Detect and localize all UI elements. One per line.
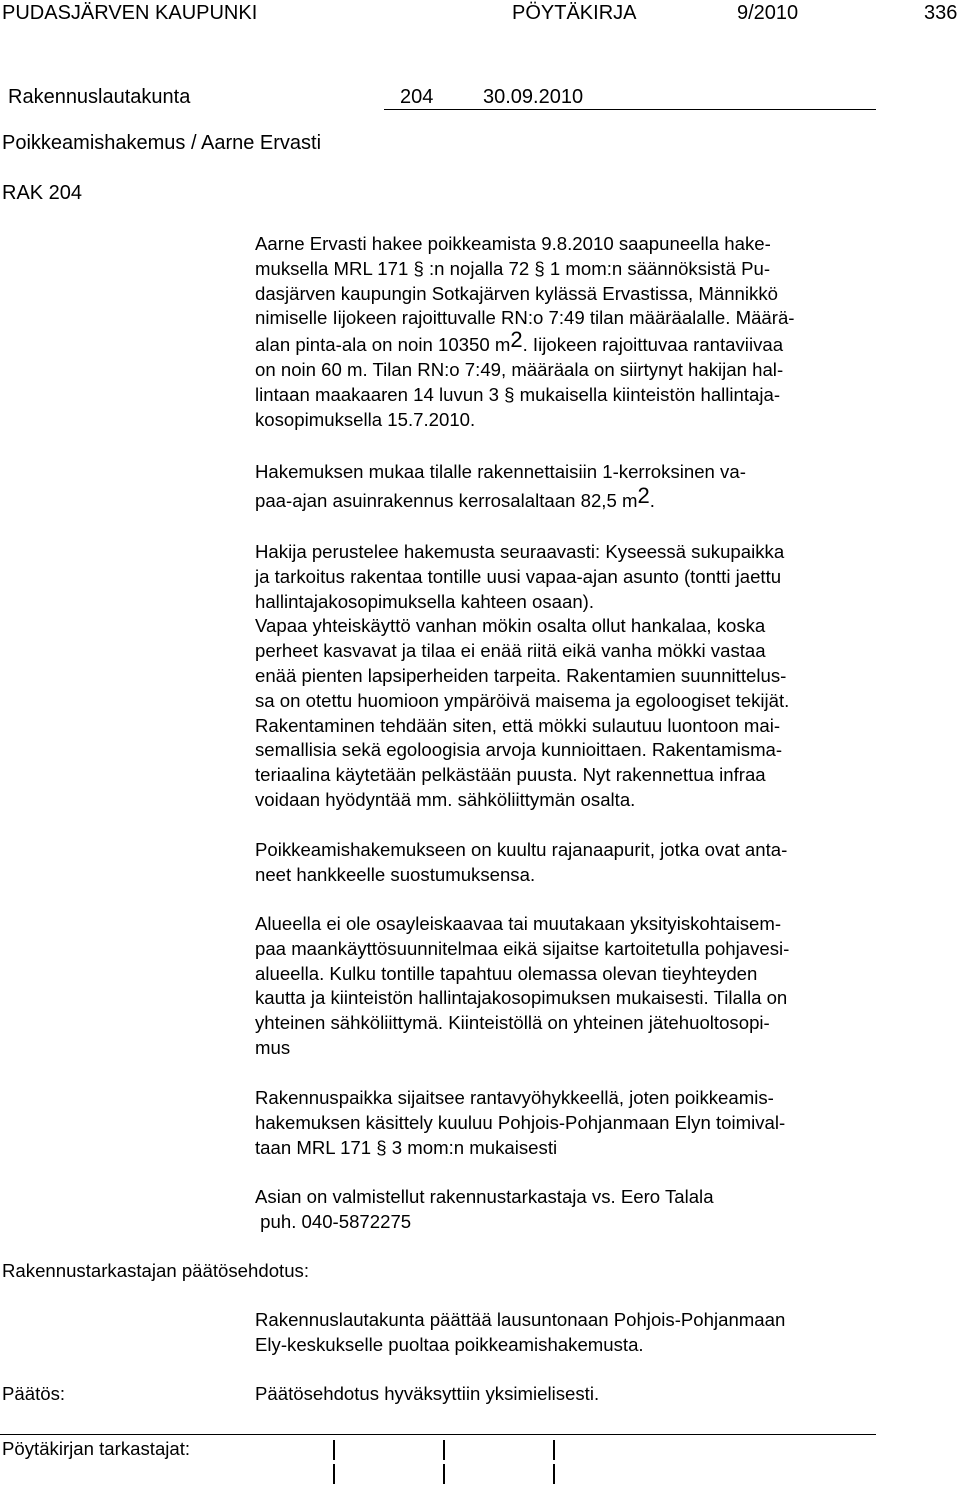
subject-reference: RAK 204 <box>2 182 83 204</box>
text-line: taan MRL 171 § 3 mom:n mukaisesti <box>255 1136 558 1158</box>
text-line: enää pienten lapsiperheiden tarpeita. Rakentamien suunnittelus- <box>255 664 787 686</box>
text-line: paa-ajan asuinrakennus kerrosalaltaan 82,5 $m^2$. <box>255 482 655 511</box>
document-type: PÖYTÄKIRJA <box>512 2 637 24</box>
text-line: perheet kasvavat ja tilaa ei enää riitä eikä vanha mökki vastaa <box>255 640 766 662</box>
neighbours-paragraph <box>255 838 875 888</box>
footer-rule <box>0 1434 876 1435</box>
text-line: Poikkeamishakemukseen on kuultu rajanaapurit, jotka ovat anta- <box>255 839 788 860</box>
text-line: ja tarkoitus rakentaa tontille uusi vapaa-ajan asunto (tontti jaettu <box>255 565 782 587</box>
text-line: puh. 040-5872275 <box>255 1210 412 1232</box>
text-line: yhteinen sähköliittymä. Kiinteistöllä on yhteinen jätehuoltosopi- <box>255 1012 770 1034</box>
text-line: on noin 60 m. Tilan RN:o 7:49, määräala on siirtynyt hakijan hal- <box>255 358 784 380</box>
text-line: hallintajakosopimuksella kahteen osaan). <box>255 590 595 612</box>
subject-title: Poikkeamishakemus / Aarne Ervasti <box>2 132 322 154</box>
text-line: sa on otettu huomioon ympäröivä maisema ja egoloogiset tekijät. <box>255 689 790 711</box>
text-line: kautta ja kiinteistön hallintajakosopimuksen mukaisesti. Tilalla on <box>255 987 788 1009</box>
text-line: kosopimuksella 15.7.2010. <box>255 408 476 430</box>
signature-box-divider <box>333 1440 335 1460</box>
signature-box-divider <box>333 1464 335 1484</box>
text-line: nimiselle Iijokeen rajoittuvalle RN:o 7:49 tilan määräalalle. Määrä- <box>255 307 795 329</box>
committee-name: Rakennuslautakunta <box>8 86 191 108</box>
text-line: teriaalina käytetään pelkästään puusta. Nyt rakennettua infraa <box>255 764 766 786</box>
proposal-text <box>255 1308 875 1358</box>
text-line: Hakemuksen mukaa tilalle rakennettaisiin 1-kerroksinen va- <box>255 461 746 482</box>
jurisdiction-paragraph <box>255 1086 875 1160</box>
signature-box-divider <box>553 1440 555 1460</box>
proposal-label: Rakennustarkastajan päätösehdotus: <box>2 1260 310 1281</box>
text-line: mus <box>255 1036 291 1058</box>
checkers-label: Pöytäkirjan tarkastajat: <box>2 1438 191 1459</box>
section-number: 204 <box>400 86 434 108</box>
text-line: Asian on valmistellut rakennustarkastaja vs. Eero Talala <box>255 1186 714 1207</box>
text-line: lintaan maakaaren 14 luvun 3 § mukaisella kiinteistön hallintaja- <box>255 383 781 405</box>
issue-number: 9/2010 <box>737 2 799 24</box>
text-line: semallisia sekä egoloogisia arvoja kunnioittaen. Rakentamisma- <box>255 739 783 761</box>
text-line: Rakennuspaikka sijaitsee rantavyöhykkeellä, joten poikkeamis- <box>255 1087 774 1108</box>
text-line: alan pinta-ala on noin 10350 $m^2$. Iijokeen rajoittuvaa rantaviivaa <box>255 327 784 356</box>
text-line: dasjärven kaupungin Sotkajärven kylässä Ervastissa, Männikkö <box>255 282 778 304</box>
text-line: neet hankkeelle suostumuksensa. <box>255 863 536 885</box>
meeting-date: 30.09.2010 <box>483 86 584 108</box>
preparer-paragraph <box>255 1185 875 1235</box>
text-line: paa maankäyttösuunnitelmaa eikä sijaitse kartoitetulla pohjavesi- <box>255 937 790 959</box>
text-line: Hakija perustelee hakemusta seuraavasti: Kyseessä sukupaikka <box>255 541 785 562</box>
text-line: Rakennuslautakunta päättää lausuntonaan Pohjois-Pohjanmaan <box>255 1309 786 1330</box>
municipality-name: PUDASJÄRVEN KAUPUNKI <box>2 2 258 24</box>
building-description <box>255 460 875 514</box>
signature-box-divider <box>443 1464 445 1484</box>
text-line: Aarne Ervasti hakee poikkeamista 9.8.2010 saapuneella hake- <box>255 233 771 254</box>
text-line: Alueella ei ole osayleiskaavaa tai muutakaan yksityiskohtaisem- <box>255 913 782 934</box>
text-line: Vapaa yhteiskäyttö vanhan mökin osalta ollut hankalaa, koska <box>255 615 766 637</box>
signature-box-divider <box>553 1464 555 1484</box>
text-line: alueella. Kulku tontille tapahtuu olemassa olevan tieyhteyden <box>255 962 758 984</box>
text-line: muksella MRL 171 § :n nojalla 72 § 1 mom:n säännöksistä Pu- <box>255 257 771 279</box>
decision-label: Päätös: <box>2 1383 66 1404</box>
application-description <box>255 232 875 432</box>
text-line: Rakentaminen tehdään siten, että mökki sulautuu luontoon mai- <box>255 714 781 736</box>
page-number: 336 <box>924 2 958 24</box>
text-line: voidaan hyödyntää mm. sähköliittymän osalta. <box>255 788 636 810</box>
signature-box-divider <box>443 1440 445 1460</box>
decision-text: Päätösehdotus hyväksyttiin yksimielisesti. <box>255 1383 600 1404</box>
applicant-justification <box>255 540 875 813</box>
text-line: Ely-keskukselle puoltaa poikkeamishakemusta. <box>255 1333 644 1355</box>
header-underline <box>384 109 876 110</box>
text-line: hakemuksen käsittely kuuluu Pohjois-Pohjanmaan Elyn toimival- <box>255 1111 786 1133</box>
planning-paragraph <box>255 912 875 1061</box>
